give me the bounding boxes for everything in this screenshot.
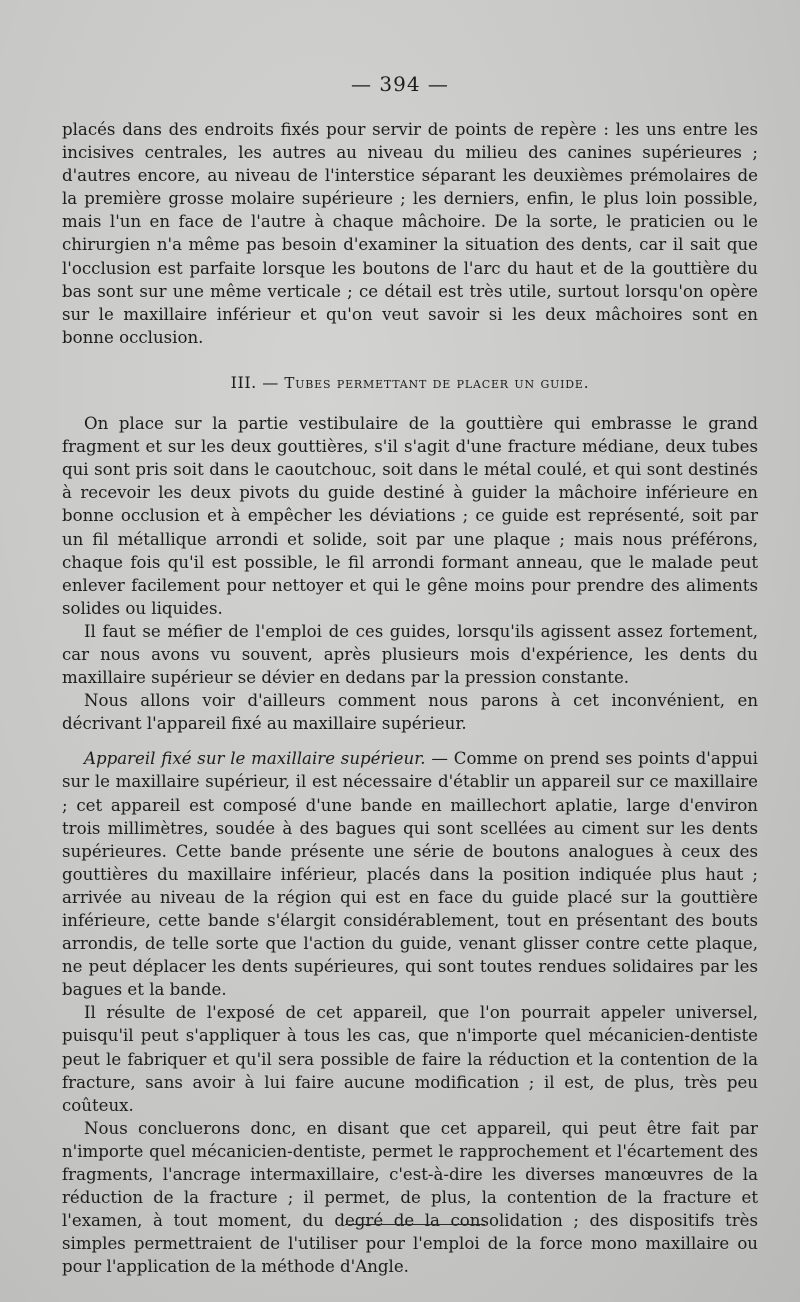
paragraph-appareil [62, 747, 758, 1001]
section-heading [62, 371, 758, 395]
page-number: — 394 — [351, 72, 449, 96]
paragraph-universel: Il résulte de l'exposé de cet appareil, que l'on pourrait appeler universel, puisqu'il peut s'appliquer à tous les cas, que n'importe quel mécanicien-dentiste peut le fabriquer et qu'il sera possible de faire la réduction et la contention de la fracture, sans avoir à lui faire aucune modification ; il est, de plus, très peu coûteux. [62, 1003, 758, 1115]
paragraph-guides-warning: Il faut se méfier de l'emploi de ces guides, lorsqu'ils agissent assez fortement, car nous avons vu souvent, après plusieurs mois d'expérience, les dents du maxillaire supérieur se dévier en dedans par la pression constante. [62, 621, 758, 688]
section-numeral: III. — [230, 372, 279, 392]
appareil-text: — Comme on prend ses points d'appui sur le maxillaire supérieur, il est nécessaire d'établir un appareil sur ce maxillaire ; cet appareil est composé d'une bande en maillechort aplatie, large d'environ trois millimètres, soudée à des bagues qui sont scellées au ciment sur les dents supérieures. Cette bande présente une série de boutons analogues à ceux des gouttières du maxillaire inférieur, placés dans la position indiquée plus haut ; arrivée au niveau de la région qui est en face du guide placé sur la gouttière inférieure, cette bande s'élargit considérablement, tout en présentant des bouts arrondis, de telle sorte que l'action du guide, venant glisser contre cette plaque, ne peut déplacer les dents supérieures, qui sont toutes rendues solidaires par les bagues et la bande. [62, 749, 758, 1000]
paragraph-conclusion: Nous concluerons donc, en disant que cet appareil, qui peut être fait par n'importe quel mécanicien-dentiste, permet le rapprochement et l'écartement des fragments, l'ancrage intermaxillaire, c'est-à-dire les diverses manœuvres de la réduction de la fracture ; il permet, de plus, la contention de la fracture et l'examen, à tout moment, du degré de la consolidation ; des dispositifs très simples permettraient de l'utiliser pour l'emploi de la force mono maxillaire ou pour l'application de la méthode d'Angle. [62, 1118, 758, 1277]
paragraph-tubes: On place sur la partie vestibulaire de la gouttière qui embrasse le grand fragment et sur les deux gouttières, s'il s'agit d'une fracture médiane, deux tubes qui sont pris soit dans le caoutchouc, soit dans le métal coulé, et qui sont destinés à recevoir les deux pivots du guide destiné à guider la mâchoire inférieure en bonne occlusion et à empêcher les déviations ; ce guide est représenté, soit par un fil métallique arrondi et solide, soit par une plaque ; mais nous préférons, chaque fois qu'il est possible, le fil arrondi formant anneau, que le malade peut enlever facilement pour nettoyer et qui le gêne moins pour prendre des aliments solides ou liquides. [62, 414, 758, 618]
appareil-run-in-heading: Appareil fixé sur le maxillaire supérieur. [84, 749, 426, 769]
section-title: Tubes permettant de placer un guide. [284, 373, 590, 392]
closing-rule [345, 1224, 485, 1225]
page-body [62, 118, 758, 1279]
paragraph-inconvenient: Nous allons voir d'ailleurs comment nous parons à cet inconvénient, en décrivant l'appareil fixé au maxillaire supérieur. [62, 691, 758, 734]
paragraph-continuation: placés dans des endroits fixés pour servir de points de repère : les uns entre les incisives centrales, les autres au niveau du milieu des canines supérieures ; d'autres encore, au niveau de l'interstice séparant les deuxièmes prémolaires de la première grosse molaire supérieure ; les derniers, enfin, le plus loin possible, mais l'un en face de l'autre à chaque mâchoire. De la sorte, le praticien ou le chirurgien n'a même pas besoin d'examiner la situation des dents, car il sait que l'occlusion est parfaite lorsque les boutons de l'arc du haut et de la gouttière du bas sont sur une même verticale ; ce détail est très utile, surtout lorsqu'on opère sur le maxillaire inférieur et qu'on veut savoir si les deux mâchoires sont en bonne occlusion. [62, 120, 758, 347]
